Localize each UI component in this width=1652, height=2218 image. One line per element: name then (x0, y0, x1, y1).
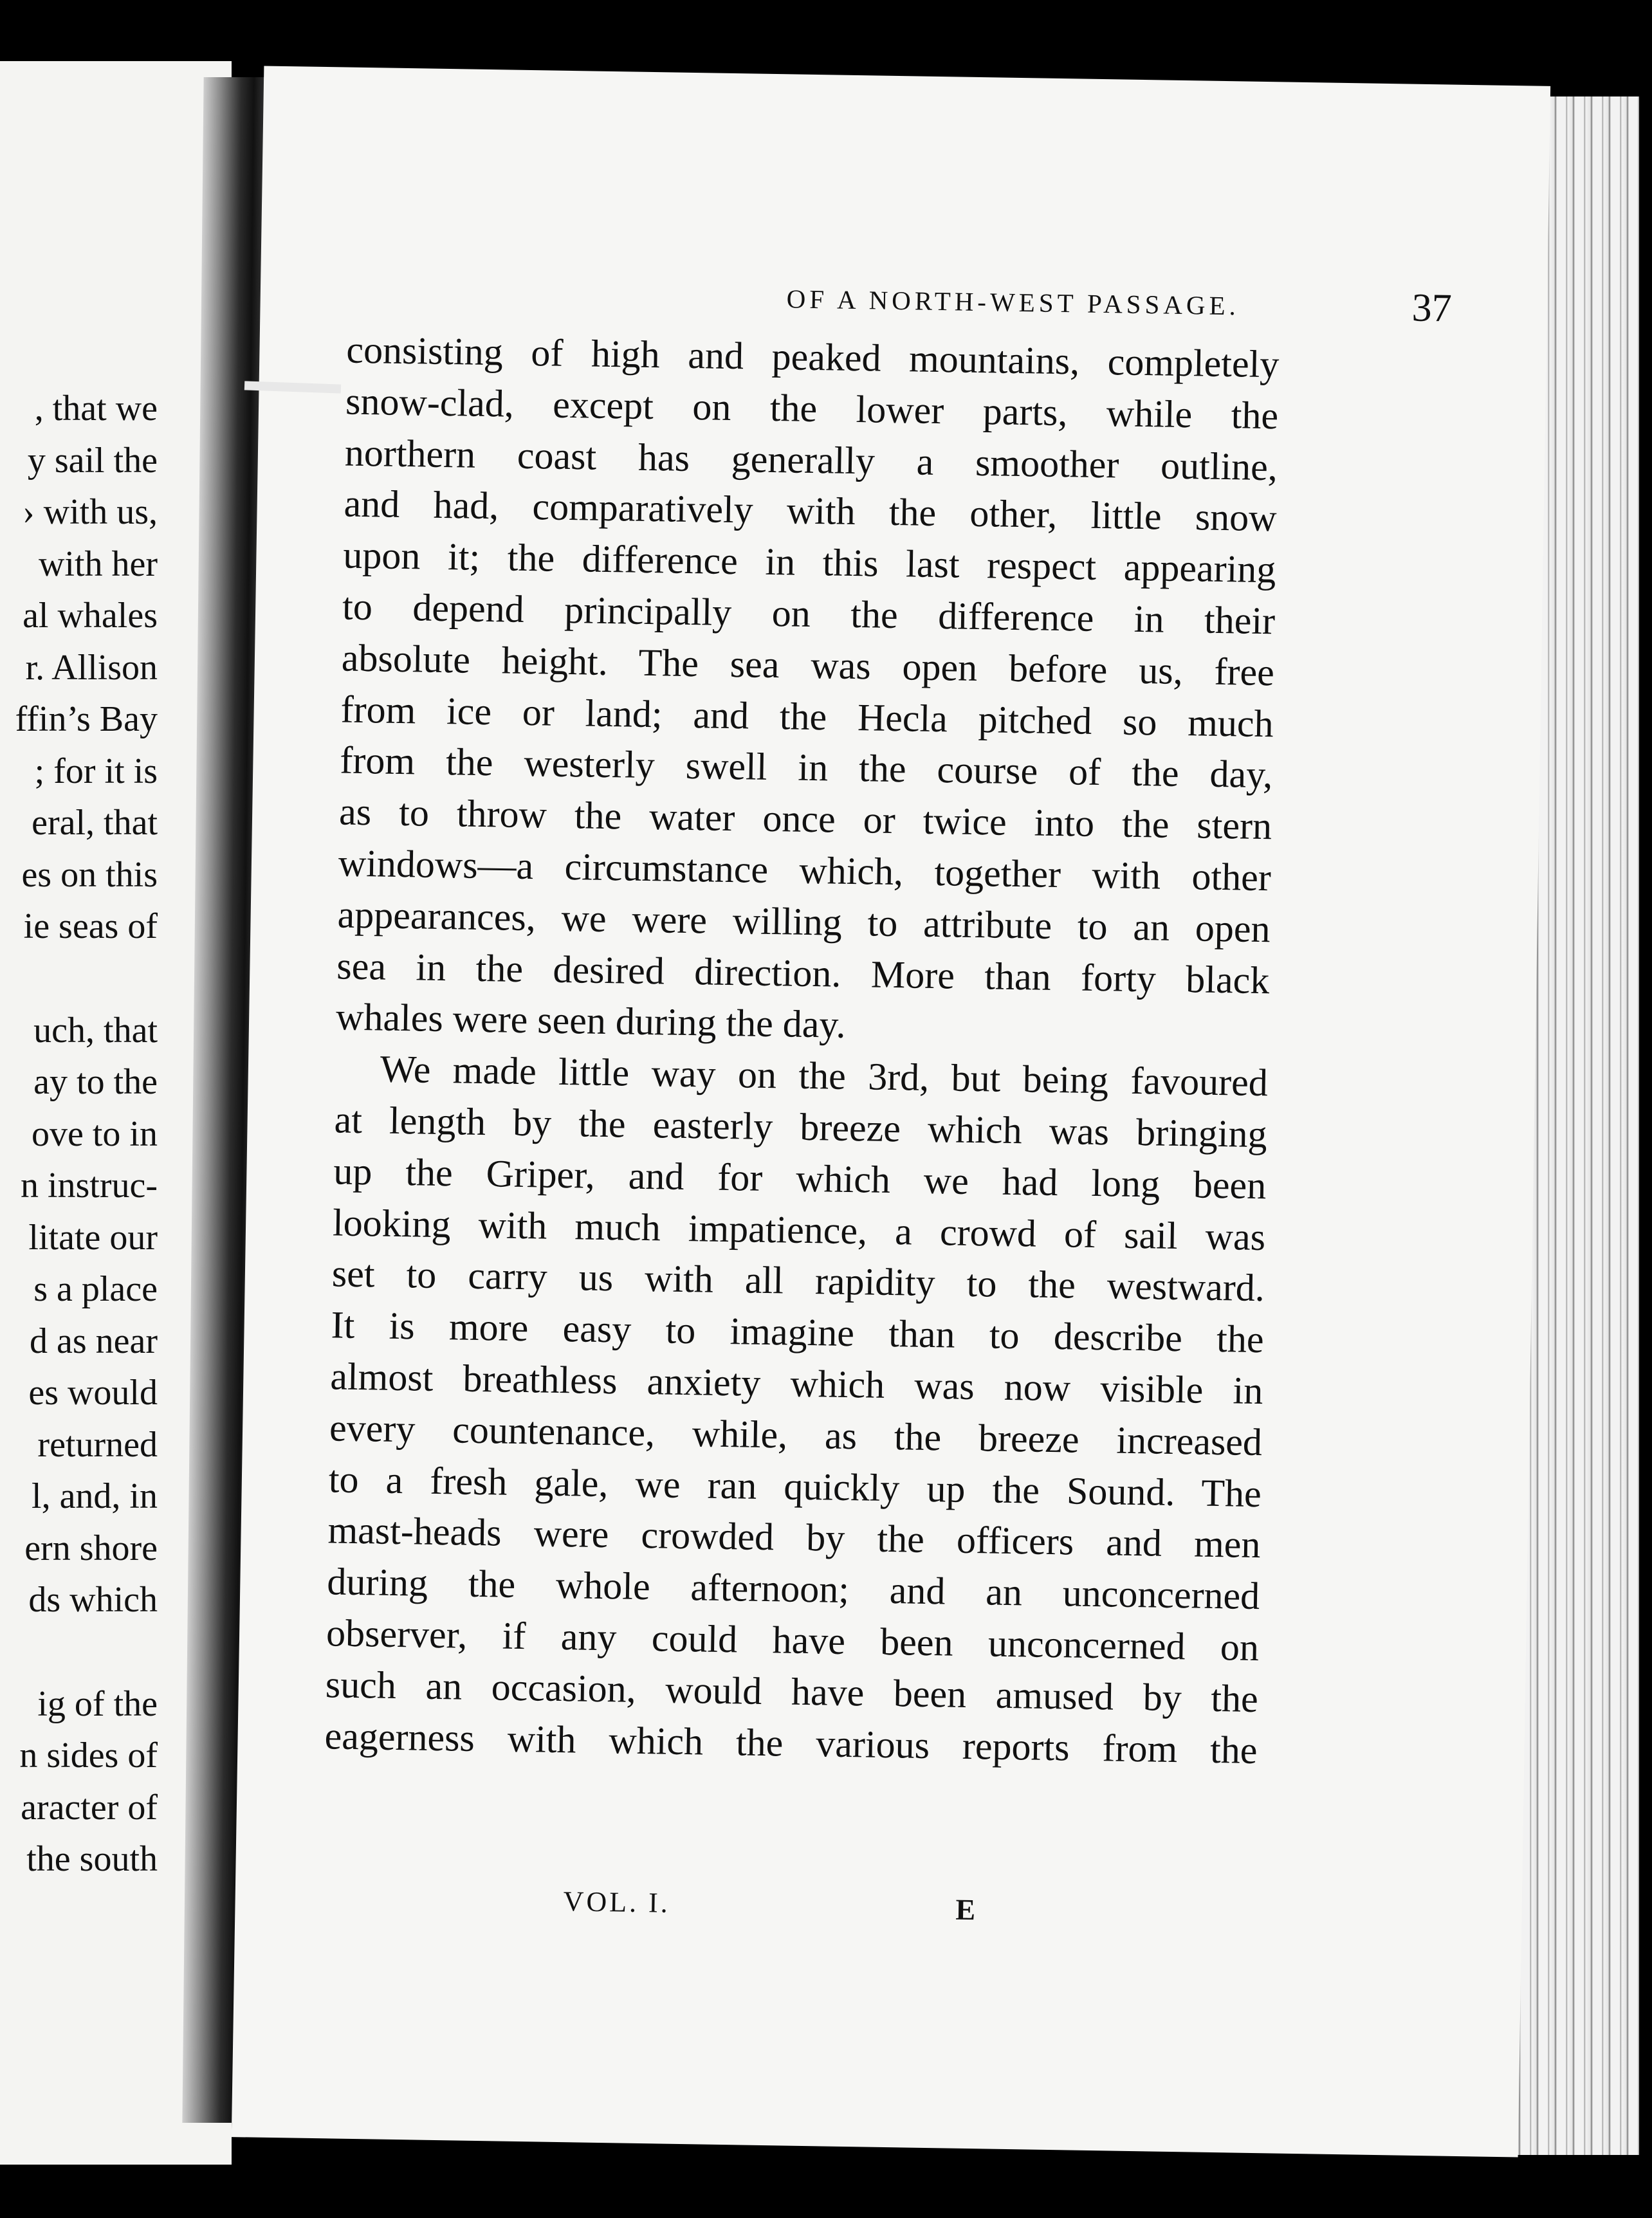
left-page-line: returned (37, 1424, 158, 1465)
text-line: up the Griper, and for which we had long been (333, 1150, 1267, 1207)
left-page-line: with her (38, 544, 158, 584)
gathering-mark: E (955, 1893, 976, 1927)
left-page-line: d as near (29, 1321, 158, 1361)
text-line: appearances, we were willing to attribute to an open (337, 893, 1271, 950)
text-line: We made little way on the 3rd, but being favoured (380, 1047, 1269, 1104)
left-page-line: uch, that (33, 1010, 158, 1050)
text-line: almost breathless anxiety which was now visible in (329, 1355, 1263, 1413)
text-line: upon it; the difference in this last respect appearing (342, 533, 1276, 591)
right-page (232, 66, 1550, 2157)
left-page-line: n sides of (19, 1736, 158, 1775)
left-page-line: › with us, (23, 492, 158, 532)
left-page-line: aracter of (21, 1787, 158, 1828)
left-page-line: ie seas of (23, 906, 158, 946)
left-page-line: r. Allison (25, 647, 158, 688)
left-page-line: ds which (28, 1580, 158, 1620)
text-line: at length by the easterly breeze which was bringing (334, 1098, 1268, 1156)
text-line: from the westerly swell in the course of the day, (339, 738, 1273, 796)
left-page-line: es on this (21, 854, 158, 895)
left-page-line: ay to the (33, 1062, 158, 1102)
text-line: It is more easy to imagine than to describe the (331, 1303, 1265, 1361)
text-line: absolute height. The sea was open before us, free (341, 636, 1275, 694)
left-page-line: eral, that (32, 803, 158, 843)
text-line: to a fresh gale, we ran quickly up the Sound. The (328, 1457, 1262, 1515)
text-line: from ice or land; and the Hecla pitched so much (340, 688, 1274, 745)
running-head: OF A NORTH-WEST PASSAGE. (786, 284, 1240, 321)
left-page-gap (0, 1626, 158, 1678)
body-text (324, 325, 1280, 1777)
left-page-line: litate our (28, 1217, 158, 1258)
left-page-line: ffin’s Bay (15, 699, 158, 739)
text-line: during the whole afternoon; and an unconcerned (326, 1560, 1260, 1618)
text-line: to depend principally on the difference in their (342, 585, 1276, 643)
left-page-line: es would (28, 1373, 158, 1413)
left-page-text (0, 383, 158, 1885)
left-page-line: , that we (34, 389, 158, 428)
left-page-line: y sail the (27, 440, 158, 481)
text-line: eagerness with which the various reports from the (324, 1714, 1258, 1772)
left-page-line: s a place (33, 1269, 158, 1309)
volume-signature: VOL. I. (563, 1885, 671, 1919)
left-page-line: ig of the (37, 1683, 158, 1724)
text-line: set to carry us with all rapidity to the westward. (331, 1252, 1265, 1310)
left-page-line: n instruc- (20, 1166, 158, 1205)
text-line: snow-clad, except on the lower parts, while the (345, 380, 1279, 437)
text-line: and had, comparatively with the other, little snow (344, 482, 1278, 540)
text-line: observer, if any could have been unconcerned on (326, 1611, 1260, 1669)
text-line: every countenance, while, as the breeze increased (329, 1406, 1263, 1463)
left-page-line: l, and, in (32, 1476, 158, 1516)
text-line: consisting of high and peaked mountains, completely (345, 328, 1280, 386)
text-line: mast-heads were crowded by the officers and men (327, 1508, 1262, 1566)
text-line: northern coast has generally a smoother outline, (344, 431, 1278, 488)
text-line: looking with much impatience, a crowd of sail was (332, 1200, 1266, 1258)
text-line: sea in the desired direction. More than forty black (336, 944, 1270, 1002)
text-line: such an occasion, would have been amused by the (325, 1663, 1259, 1720)
left-page-line: al whales (23, 596, 158, 636)
text-line: whales were seen during the day. (335, 995, 847, 1047)
left-page-line: ern shore (24, 1528, 158, 1568)
left-page-line: ; for it is (34, 751, 158, 791)
left-page-line: the south (26, 1839, 158, 1879)
page-number: 37 (1411, 286, 1453, 331)
text-line: as to throw the water once or twice into the stern (338, 790, 1272, 848)
left-page-line: ove to in (32, 1114, 158, 1154)
left-page-gap (0, 953, 158, 1005)
text-line: windows—a circumstance which, together with other (338, 841, 1272, 899)
